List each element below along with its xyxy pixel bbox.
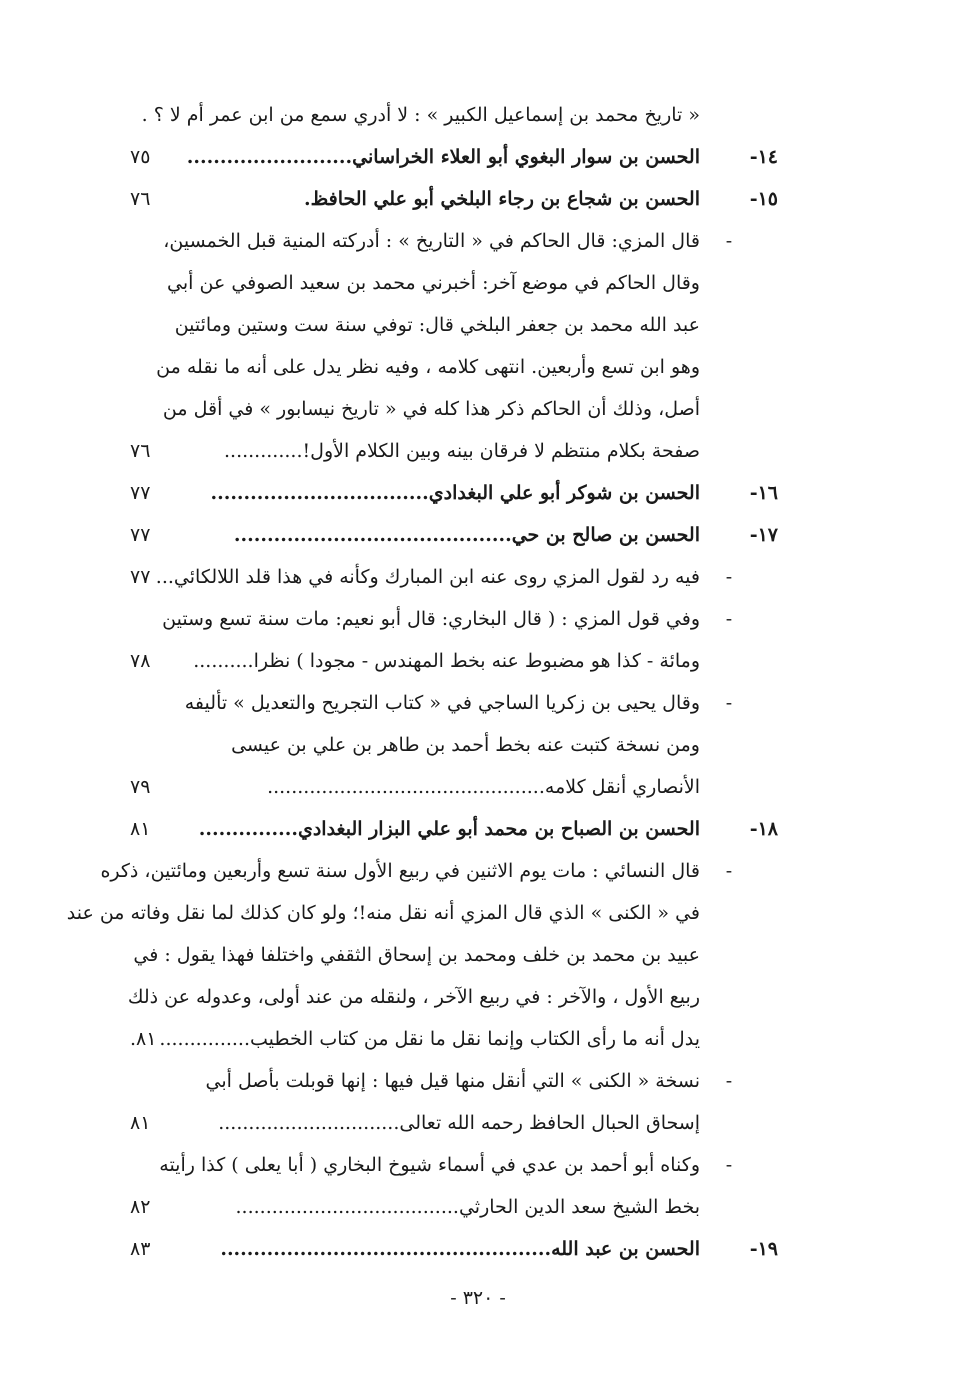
index-line: [0, 268, 956, 310]
entry-text: صفحة بكلام منتظم لا فرقان بينه وبين الكلام الأول!.............: [223, 440, 700, 462]
page-number: - ٣٢٠ -: [450, 1287, 506, 1309]
entry-text: ومن نسخة كتبت عنه بخط أحمد بن طاهر بن علي بن عيسى: [231, 734, 700, 756]
entry-text: قال النسائي : مات يوم الاثنين في ربيع الأول سنة تسع وأربعين ومائتين، ذكره: [100, 860, 700, 882]
index-line: [0, 1066, 956, 1108]
entry-text: يدل أنه ما رأى الكتاب وإنما نقل ما نقل من كتاب الخطيب...............: [159, 1028, 700, 1050]
index-line: [0, 100, 956, 142]
index-line: [0, 436, 956, 478]
entry-text: « تاريخ محمد بن إسماعيل الكبير » : لا أدري سمع من ابن عمر أم لا ؟ .: [141, 104, 700, 126]
entry-text: وفي قول المزي : ( قال البخاري: قال أبو نعيم: مات سنة تسع وستين: [162, 608, 700, 630]
index-line: [0, 1150, 956, 1192]
entry-title: الحسن بن الصباح بن محمد أبو علي البزار البغدادي...............: [198, 818, 700, 840]
index-line: [0, 1024, 956, 1066]
bullet-dash: -: [725, 230, 733, 252]
index-line: [0, 604, 956, 646]
index-line: [0, 814, 956, 856]
entry-text: نسخة « الكنى » التي أنقل منها قيل فيها : إنها قوبلت بأصل أبي: [205, 1070, 700, 1092]
entry-title: الحسن بن سوار البغوي أبو العلاء الخراساني.........................: [186, 146, 700, 168]
entry-title: الحسن بن صالح بن حي..........................................: [233, 524, 700, 546]
index-line: [0, 1108, 956, 1150]
entry-text: ومائة - كذا هو مضبوط عنه بخط المهندس - مجودا ) نظرا..........: [193, 650, 700, 672]
entry-text: فيه رد لقول المزي روى عنه ابن المبارك وكأنه في هذا قلد اللالكائي...: [155, 566, 700, 588]
index-line: [0, 1234, 956, 1276]
index-line: [0, 184, 956, 226]
index-line: [0, 688, 956, 730]
index-line: [0, 1192, 956, 1234]
entry-number: ١٤-: [749, 146, 778, 168]
index-line: [0, 394, 956, 436]
bullet-dash: -: [725, 1070, 733, 1092]
entry-number: ١٥-: [749, 188, 778, 210]
entry-text: وقال الحاكم في موضع آخر: أخبرني محمد بن سعيد الصوفي عن أبي: [167, 272, 700, 294]
entry-number: ١٩-: [749, 1238, 778, 1260]
page-reference: ٨١: [130, 1112, 151, 1134]
bullet-dash: -: [725, 1154, 733, 1176]
entry-text: إسحاق الحبال الحافظ رحمه الله تعالى..............................: [218, 1112, 700, 1134]
index-line: [0, 898, 956, 940]
entry-title: الحسن بن شجاع بن رجاء البلخي أبو علي الحافظ.: [303, 188, 700, 210]
page-reference: ٧٦: [130, 188, 151, 210]
entry-text: بخط الشيخ سعد الدين الحارثي.....................................: [235, 1196, 700, 1218]
entry-text: في « الكنى » الذي قال المزي أنه نقل منه!؛ ولو كان كذلك لما نقل وفاته من عند: [66, 902, 700, 924]
page-reference: ٨٢: [130, 1196, 151, 1218]
index-line: [0, 982, 956, 1024]
index-line: [0, 730, 956, 772]
page-reference: ٧٧: [130, 482, 151, 504]
entry-title: الحسن بن عبد الله..................................................: [220, 1238, 700, 1260]
page-reference: ٨٣: [130, 1238, 151, 1260]
index-line: [0, 562, 956, 604]
page-reference: ٨١: [130, 818, 151, 840]
bullet-dash: -: [725, 608, 733, 630]
index-line: [0, 772, 956, 814]
entry-text: عبيد بن محمد بن خلف ومحمد بن إسحاق الثقفي واختلفا فهذا يقول : في: [133, 944, 700, 966]
index-line: [0, 856, 956, 898]
entry-number: ١٨-: [749, 818, 778, 840]
entry-text: أصل، وذلك أن الحاكم ذكر هذا كله في « تاريخ نيسابور » في أقل من: [162, 398, 700, 420]
index-line: [0, 520, 956, 562]
index-line: [0, 478, 956, 520]
page-reference: ٧٦: [130, 440, 151, 462]
bullet-dash: -: [725, 860, 733, 882]
index-line: [0, 940, 956, 982]
page-reference: ٧٨: [130, 650, 151, 672]
page-reference: ٧٩: [130, 776, 151, 798]
index-line: [0, 142, 956, 184]
entry-number: ١٦-: [749, 482, 778, 504]
index-line: [0, 226, 956, 268]
index-line: [0, 310, 956, 352]
page-reference: ٧٧: [130, 524, 151, 546]
entry-text: وهو ابن تسع وأربعين. انتهى كلامه ، وفيه نظر يدل على أنه ما نقله من: [156, 356, 700, 378]
page-reference: .٨١: [130, 1028, 157, 1050]
entry-text: وقال يحيى بن زكريا الساجي في « كتاب التجريح والتعديل » تأليفه: [184, 692, 700, 714]
page-reference: ٧٧: [130, 566, 151, 588]
index-line: [0, 352, 956, 394]
entry-text: قال المزي: قال الحاكم في « التاريخ » : أدركته المنية قبل الخمسين،: [163, 230, 700, 252]
page-reference: ٧٥: [130, 146, 151, 168]
entry-text: ربيع الأول ، والآخر : في ربيع الآخر ، ولنقله من عند أولى، وعدوله عن ذلك: [127, 986, 700, 1008]
entry-text: عبد الله محمد بن جعفر البلخي قال: توفي سنة ست وستين ومائتين: [174, 314, 700, 336]
index-line: [0, 646, 956, 688]
entry-text: الأنصاري أنقل كلامه..............................................: [267, 776, 700, 798]
entry-number: ١٧-: [749, 524, 778, 546]
entry-text: وكناه أبو أحمد بن عدي في أسماء شيوخ البخاري ( أبا يعلى ) كذا رأيته: [159, 1154, 700, 1176]
entry-title: الحسن بن شوكر أبو علي البغدادي.................................: [210, 482, 700, 504]
bullet-dash: -: [725, 692, 733, 714]
bullet-dash: -: [725, 566, 733, 588]
